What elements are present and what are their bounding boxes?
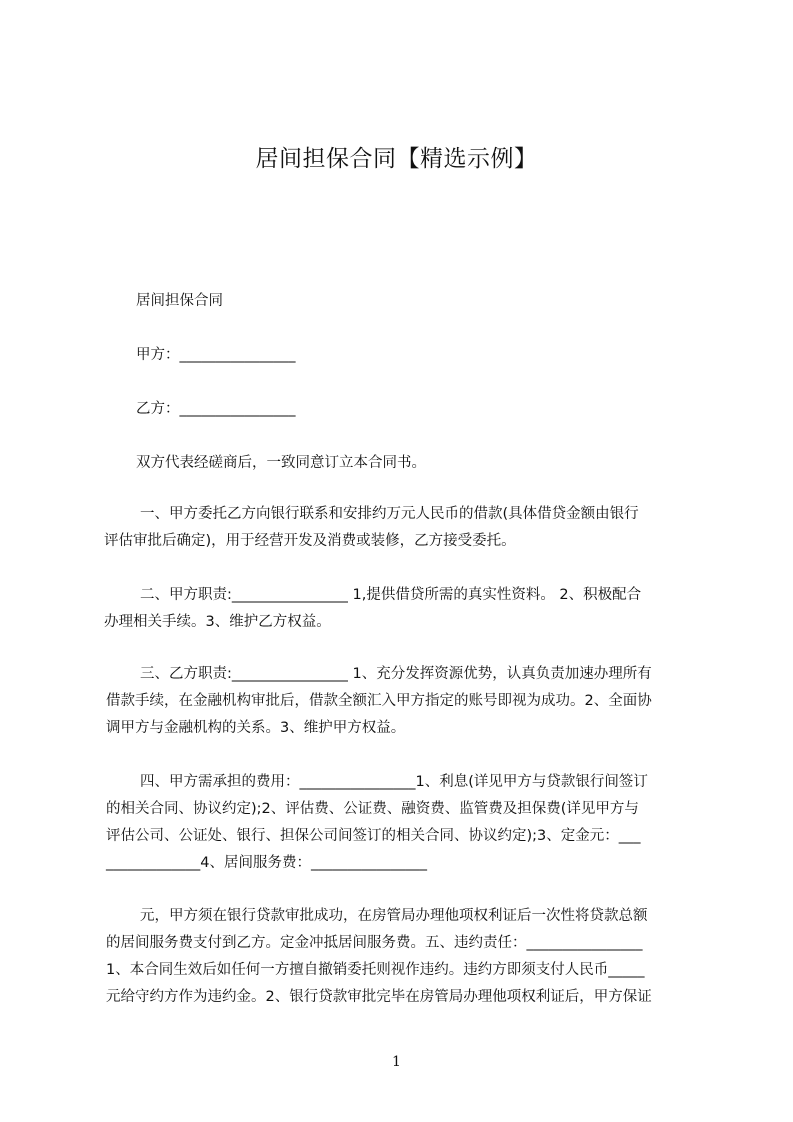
page-number: 1 [392,1054,401,1070]
clause-3-line-2: 借款手续，在金融机构审批后，借款全额汇入甲方指定的账号即视为成功。2、全面协 [106,693,652,709]
clause-5-line-4: 元给守约方作为违约金。2、银行贷款审批完毕在房管局办理他项权利证后，甲方保证 [106,989,652,1005]
clause-5-line-2: 的居间服务费支付到乙方。定金冲抵居间服务费。五、违约责任：________________ [106,935,643,951]
preamble-line: 双方代表经磋商后，一致同意订立本合同书。 [136,455,426,471]
contract-heading: 居间担保合同 [136,293,223,309]
clause-5-line-1: 元，甲方须在银行贷款审批成功，在房管局办理他项权利证后一次性将贷款总额 [140,908,648,924]
clause-1-line-1: 一、甲方委托乙方向银行联系和安排约万元人民币的借款(具体借贷金额由银行 [140,506,639,522]
clause-1-line-2: 评估审批后确定)，用于经营开发及消费或装修，乙方接受委托。 [104,533,516,549]
clause-2-line-1: 二、甲方职责:________________ 1,提供借贷所需的真实性资料。 2、积极配合 [140,587,642,603]
clause-4-line-1: 四、甲方需承担的费用：________________1、利息(详见甲方与贷款银行间签订 [140,774,648,790]
clause-4-line-3: 评估公司、公证处、银行、担保公司间签订的相关合同、协议约定);3、定金元：___ [106,828,641,844]
party-b-line: 乙方：________________ [136,401,296,417]
clause-3-line-3: 调甲方与金融机构的关系。3、维护甲方权益。 [106,720,406,736]
clause-4-line-2: 的相关合同、协议约定);2、评估费、公证费、融资费、监管费及担保费(详见甲方与 [106,801,639,817]
clause-3-line-1: 三、乙方职责:________________ 1、充分发挥资源优势，认真负责加速办理所有 [140,666,652,682]
party-a-line: 甲方：________________ [136,347,296,363]
clause-4-line-4: _____________4、居间服务费：________________ [106,855,427,871]
clause-2-line-2: 办理相关手续。3、维护乙方权益。 [104,614,331,630]
document-title: 居间担保合同【精选示例】 [255,146,538,172]
clause-5-line-3: 1、本合同生效后如任何一方擅自撤销委托则视作违约。违约方即须支付人民币_____ [106,962,645,978]
